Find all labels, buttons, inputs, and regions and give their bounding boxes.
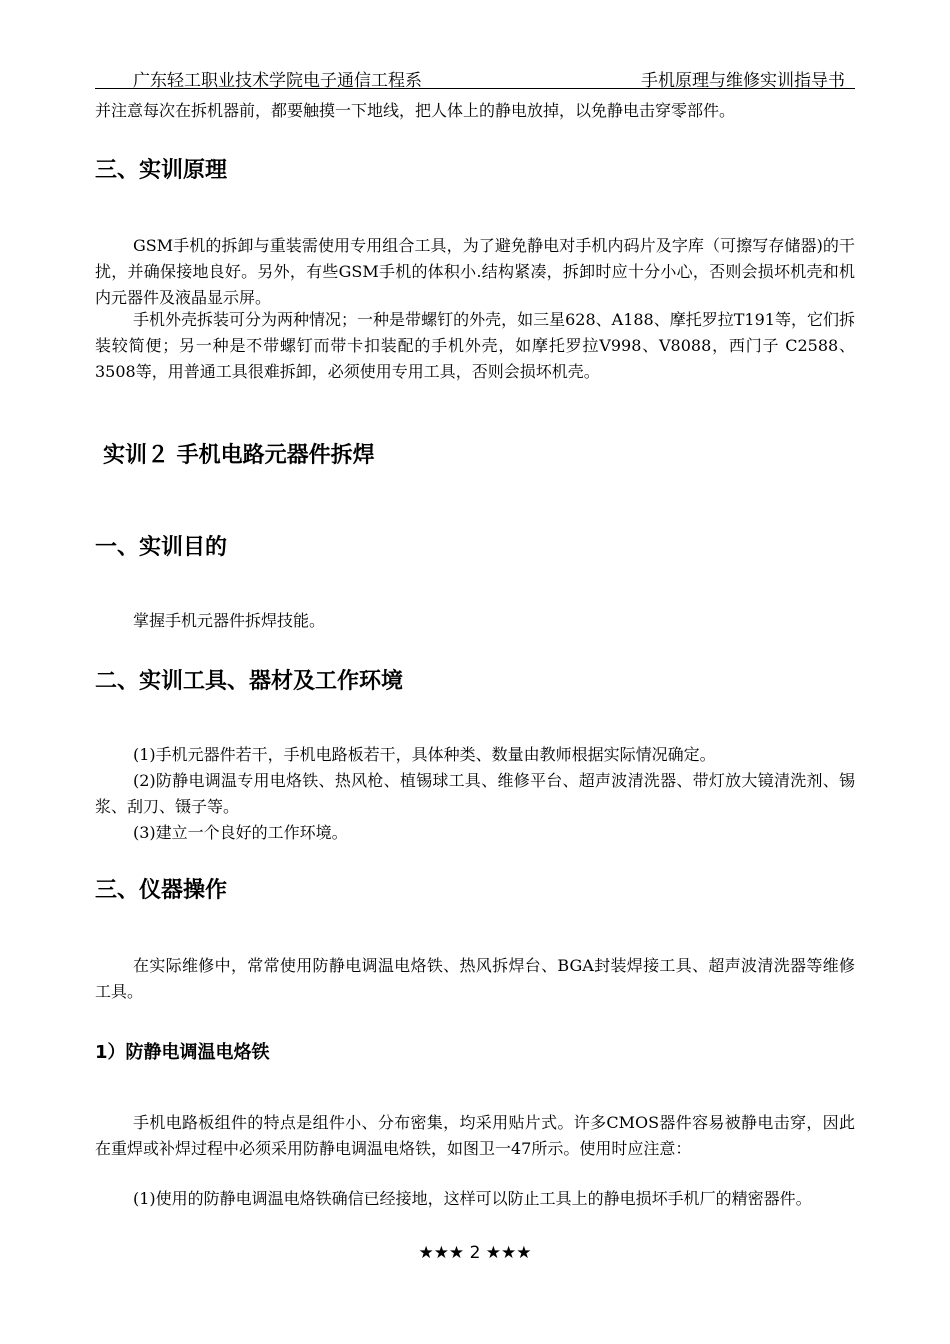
header-book-title: 手机原理与维修实训指导书 xyxy=(641,71,845,91)
purpose-paragraph: 掌握手机元器件拆焊技能。 xyxy=(133,611,326,630)
section-principle-title: 三、实训原理 xyxy=(95,158,228,183)
iron-paragraph-1: 手机电路板组件的特点是组件小、分布密集，均采用贴片式。许多CMOS器件容易被静电击穿，因此在重焊或补焊过程中必须采用防静电调温电烙铁，如图卫一47所示。使用时应注意： xyxy=(95,1113,855,1158)
section-purpose-title: 一、实训目的 xyxy=(95,535,228,560)
principle-paragraph-1: GSM手机的拆卸与重装需使用专用组合工具，为了避免静电对手机内码片及字库（可擦写存储器)的干扰，并确保接地良好。另外，有些GSM手机的体积小.结构紧凑，拆卸时应十分小心，否则会损坏机壳和机内元器件及液晶显示屏。 xyxy=(95,236,855,307)
operation-paragraph: 在实际维修中，常常使用防静电调温电烙铁、热风拆焊台、BGA封装焊接工具、超声波清洗器等维修工具。 xyxy=(95,956,855,1001)
page-header xyxy=(95,66,855,89)
lab2-title: 实训２ 手机电路元器件拆焊 xyxy=(103,443,375,468)
top-paragraph: 并注意每次在拆机器前，都要触摸一下地线，把人体上的静电放掉，以免静电击穿零部件。 xyxy=(95,101,736,120)
page-footer: ★★★ 2 ★★★ xyxy=(418,1243,532,1263)
section-operation-title: 三、仪器操作 xyxy=(95,878,228,903)
header-department: 广东轻工职业技术学院电子通信工程系 xyxy=(133,71,422,91)
subsection-iron-title: 1）防静电调温电烙铁 xyxy=(95,1042,270,1063)
tools-item-3: (3)建立一个良好的工作环境。 xyxy=(133,823,348,842)
tools-item-1: (1)手机元器件若干，手机电路板若干，具体种类、数量由教师根据实际情况确定。 xyxy=(133,745,716,764)
principle-paragraph-2: 手机外壳拆装可分为两种情况；一种是带螺钉的外壳，如三星628、A188、摩托罗拉T191等，它们拆装较简便；另一种是不带螺钉而带卡扣装配的手机外壳，如摩托罗拉V998、V8088，西门子 C2588、3508等，用普通工具很难拆卸，必须使用专用工具，否则会损坏机壳。 xyxy=(95,310,855,381)
section-tools-title: 二、实训工具、器材及工作环境 xyxy=(95,669,404,694)
iron-paragraph-2: (1)使用的防静电调温电烙铁确信已经接地，这样可以防止工具上的静电损坏手机厂的精密器件。 xyxy=(133,1189,812,1208)
tools-item-2: (2)防静电调温专用电烙铁、热风枪、植锡球工具、维修平台、超声波清洗器、带灯放大镜清洗剂、锡浆、刮刀、镊子等。 xyxy=(95,771,855,816)
